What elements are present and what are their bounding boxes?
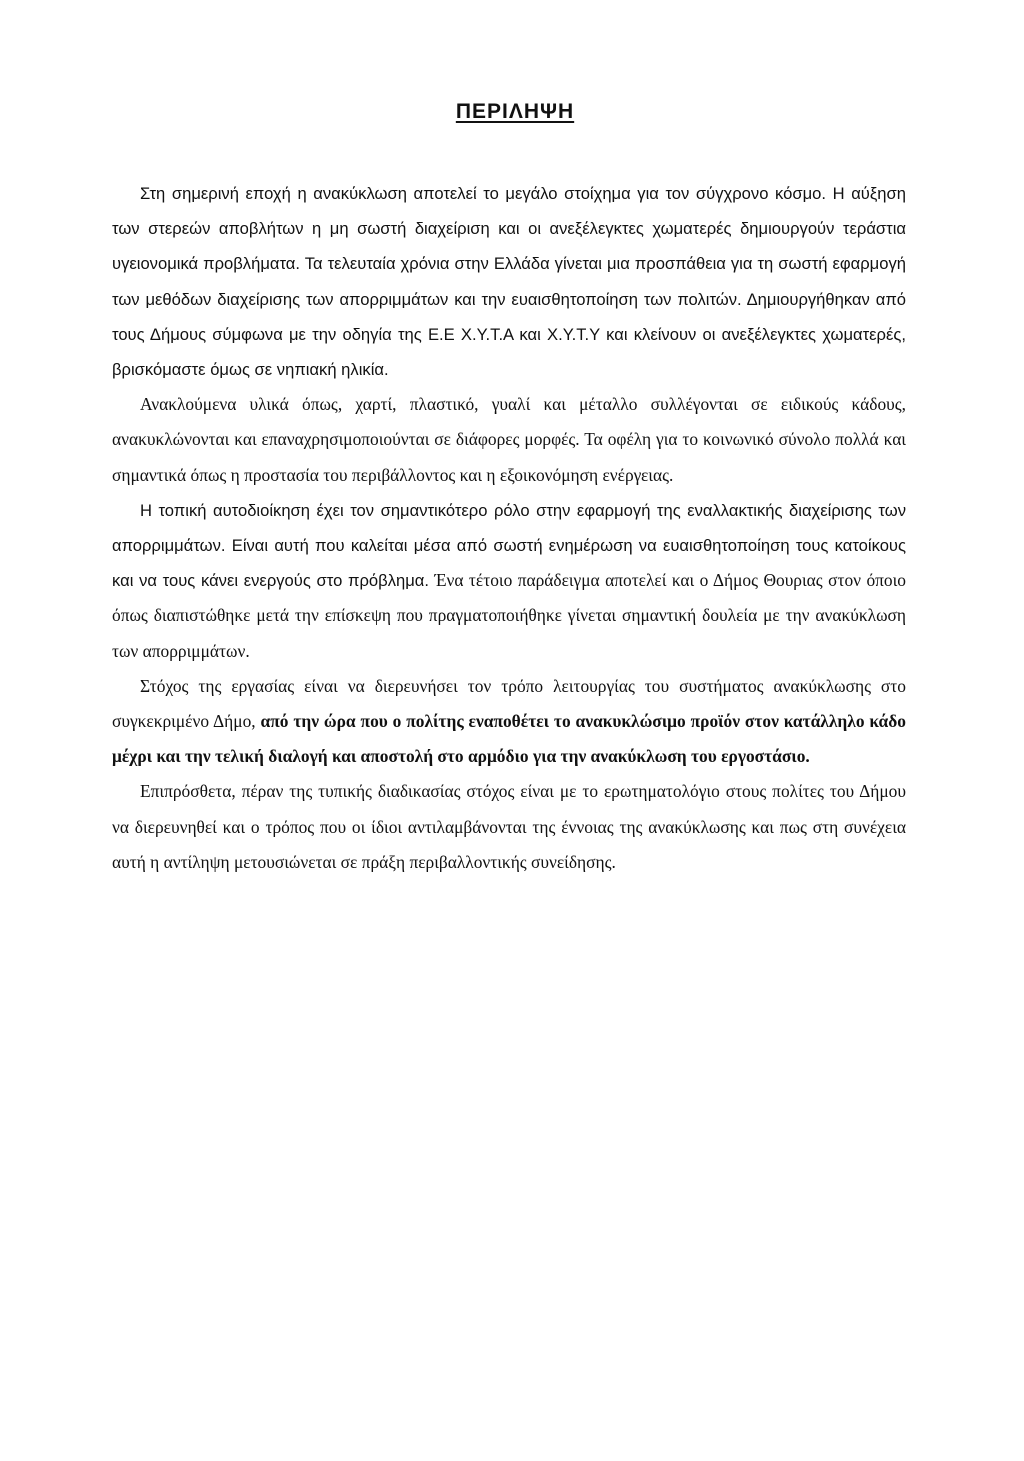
- objective-text: Στόχος της εργασίας είναι να διερευνήσει τον τρόπο λειτουργίας του συστήματος ανακύκλωσης στο συγκεκριμένο Δήμο,: [112, 675, 906, 732]
- objective-bold-text: από την ώρα που ο πολίτης εναποθέτει το ανακυκλώσιμο προϊόν στον κατάλληλο κάδο μέχρι και την τελική διαλογή και αποστολή στο αρμόδιο για την ανακύκλωση του εργοστάσιο.: [112, 711, 906, 767]
- paragraph-objective: [112, 669, 906, 775]
- paragraph-introduction: Στη σημερινή εποχή η ανακύκλωση αποτελεί το μεγάλο στοίχημα για τον σύγχρονο κόσμο. Η αύξηση των στερεών αποβλήτων η μη σωστή διαχείριση και οι ανεξέλεγκτες χωματερές δημιουργούν τεράστια υγειονομικά προβλήματα. Τα τελευταία χρόνια στην Ελλάδα γίνεται μια προσπάθεια για τη σωστή εφαρμογή των μεθόδων διαχείρισης των απορριμμάτων και την ευαισθητοποίηση των πολιτών. Δημιουργήθηκαν από τους Δήμους σύμφωνα με την οδηγία της Ε.Ε Χ.Υ.Τ.Α και Χ.Υ.Τ.Υ και κλείνουν οι ανεξέλεγκτες χωματερές, βρισκόμαστε όμως σε νηπιακή ηλικία.: [112, 184, 906, 380]
- paragraph-local-government: [112, 493, 906, 669]
- paragraph-local-government-sans: Η τοπική αυτοδιοίκηση έχει τον σημαντικότερο ρόλο στην εφαρμογή της εναλλακτικής διαχείρισης των απορριμμάτων. Είναι αυτή που καλείται μέσα από σωστή ενημέρωση να ευαισθητοποίηση τους κατοίκους και να τους κάνει ενεργούς στο πρόβλημα.: [112, 500, 906, 591]
- document-page: [112, 100, 906, 880]
- page-title: ΠΕΡΙΛΗΨΗ: [455, 100, 575, 123]
- paragraph-questionnaire: Επιπρόσθετα, πέραν της τυπικής διαδικασίας στόχος είναι με το ερωτηματολόγιο στους πολίτες του Δήμου να διερευνηθεί και ο τρόπος που οι ίδιοι αντιλαμβάνονται της έννοιας της ανακύκλωσης και πως στη συνέχεια αυτή η αντίληψη μετουσιώνεται σε πράξη περιβαλλοντικής συνείδησης.: [112, 781, 906, 872]
- paragraph-local-government-serif: Ένα τέτοιο παράδειγμα αποτελεί και ο Δήμος Θουριας στον όποιο όπως διαπιστώθηκε μετά την επίσκεψη που πραγματοποιήθηκε γίνεται σημαντική δουλεία με την ανακύκλωση των απορριμμάτων.: [112, 570, 906, 661]
- paragraph-recyclable-materials: Ανακλούμενα υλικά όπως, χαρτί, πλαστικό, γυαλί και μέταλλο συλλέγονται σε ειδικούς κάδους, ανακυκλώνονται και επαναχρησιμοποιούνται σε διάφορες μορφές. Τα οφέλη για το κοινωνικό σύνολο πολλά και σημαντικά όπως η προστασία του περιβάλλοντος και η εξοικονόμηση ενέργειας.: [112, 394, 906, 485]
